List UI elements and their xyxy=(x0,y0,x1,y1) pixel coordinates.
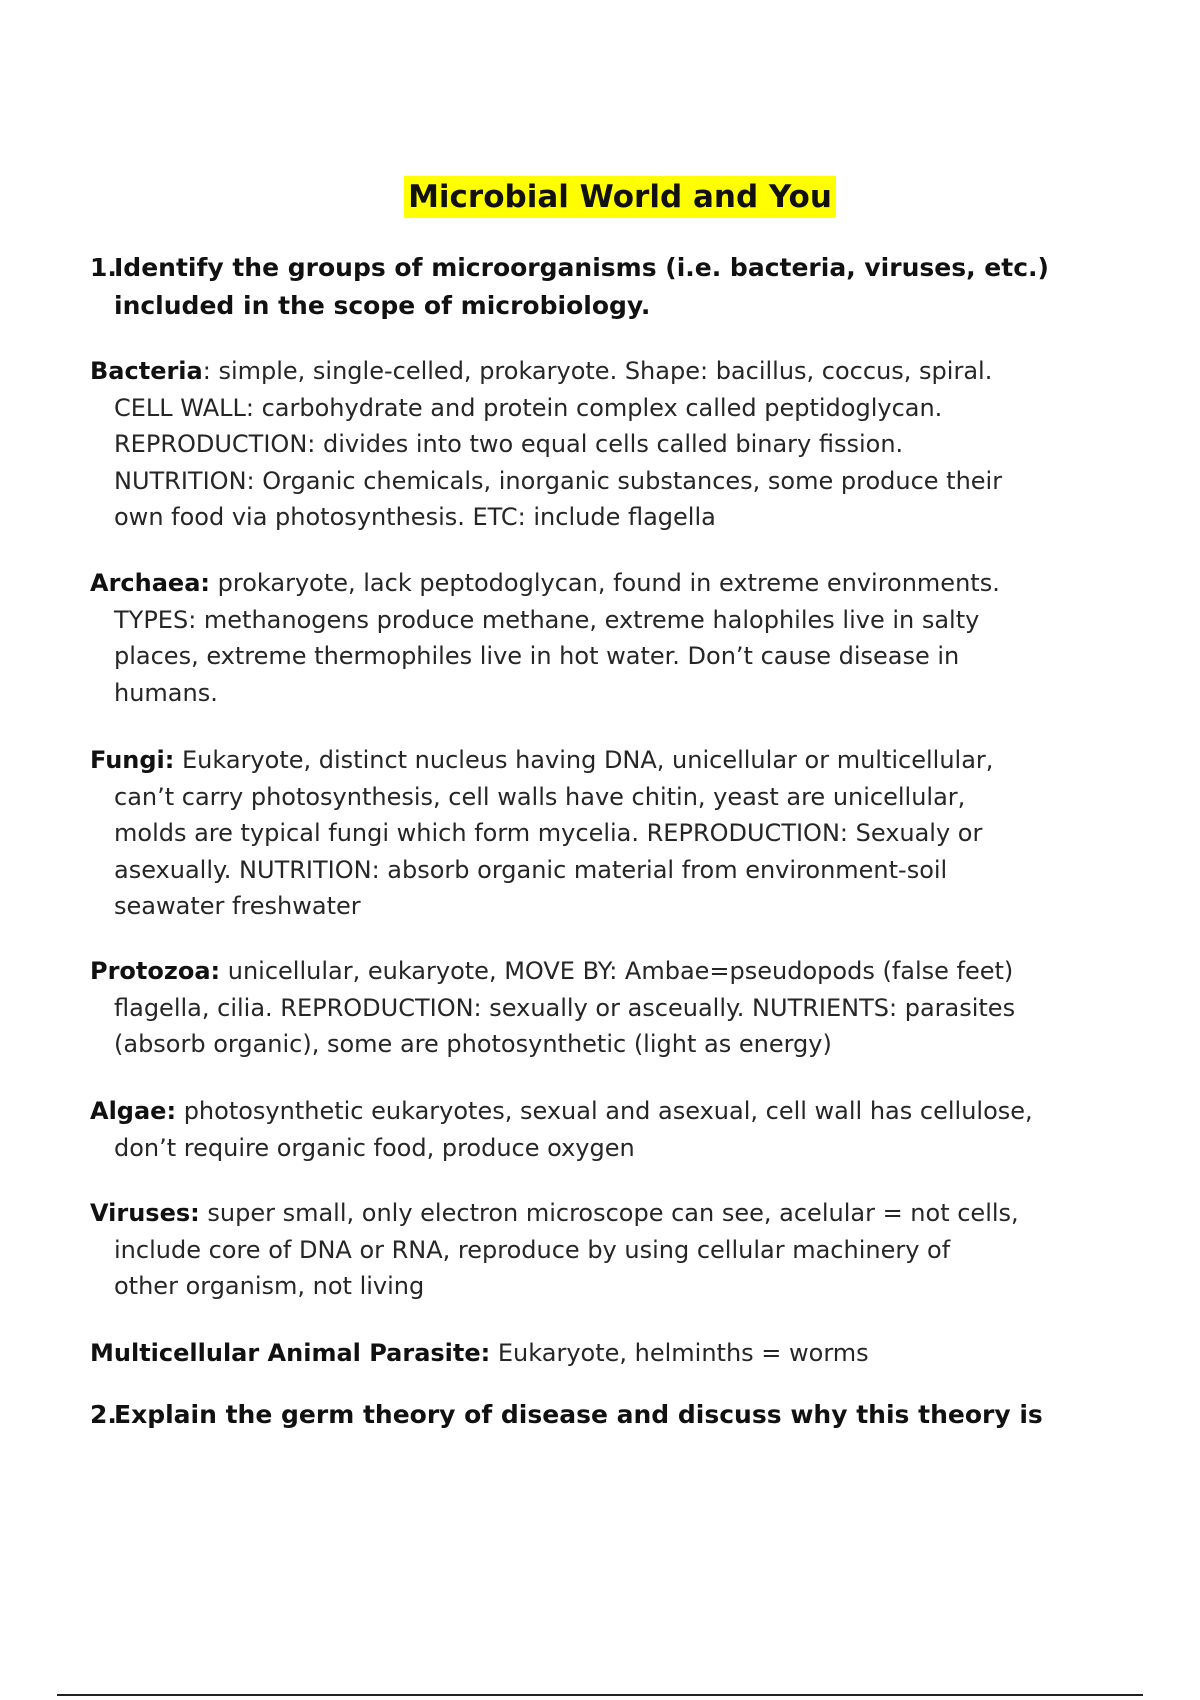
entry-first-line-text: prokaryote, lack peptodoglycan, found in extreme environments. xyxy=(210,569,1000,597)
entry-line: include core of DNA or RNA, reproduce by using cellular machinery of xyxy=(114,1235,951,1264)
entry-line: NUTRITION: Organic chemicals, inorganic substances, some produce their xyxy=(114,466,1003,495)
entry-line: (absorb organic), some are photosynthetic (light as energy) xyxy=(114,1030,832,1059)
entry-line: REPRODUCTION: divides into two equal cells called binary fission. xyxy=(114,430,904,459)
question-2-line-1: Explain the germ theory of disease and discuss why this theory is xyxy=(114,1400,1043,1429)
question-1 xyxy=(90,249,1090,325)
entry-protozoa xyxy=(90,953,1090,1063)
entry-first-line-text: super small, only electron microscope can see, acelular = not cells, xyxy=(199,1199,1019,1227)
entry-viruses xyxy=(90,1195,1090,1305)
entry-first-line xyxy=(90,953,1090,990)
entry-first-line-text: : simple, single-celled, prokaryote. Shape: bacillus, coccus, spiral. xyxy=(202,357,993,385)
entry-first-line xyxy=(90,1093,1090,1130)
entry-line: own food via photosynthesis. ETC: include flagella xyxy=(114,503,716,532)
entry-line: seawater freshwater xyxy=(114,892,361,921)
entry-algae xyxy=(90,1093,1090,1166)
entry-first-line-text: photosynthetic eukaryotes, sexual and asexual, cell wall has cellulose, xyxy=(176,1097,1033,1125)
entry-term: Multicellular Animal Parasite: xyxy=(90,1339,491,1367)
entry-line: places, extreme thermophiles live in hot water. Don’t cause disease in xyxy=(114,642,960,671)
entry-term: Fungi: xyxy=(90,746,175,774)
entry-line: molds are typical fungi which form mycelia. REPRODUCTION: Sexualy or xyxy=(114,819,983,848)
entry-line: can’t carry photosynthesis, cell walls have chitin, yeast are unicellular, xyxy=(114,782,966,811)
entry-term: Archaea: xyxy=(90,569,210,597)
entry-first-line-text: Eukaryote, helminths = worms xyxy=(490,1339,869,1367)
entry-multicellular-animal-parasite xyxy=(90,1335,1090,1372)
entry-term: Algae: xyxy=(90,1097,177,1125)
entry-line: flagella, cilia. REPRODUCTION: sexually or asceually. NUTRIENTS: parasites xyxy=(114,993,1016,1022)
question-1-line-1: Identify the groups of microorganisms (i.e. bacteria, viruses, etc.) xyxy=(114,253,1049,282)
question-2 xyxy=(90,1396,1090,1434)
entry-line: CELL WALL: carbohydrate and protein complex called peptidoglycan. xyxy=(114,393,943,422)
page-bottom-divider xyxy=(57,1694,1143,1696)
question-1-line-2: included in the scope of microbiology. xyxy=(114,291,651,320)
entry-line: TYPES: methanogens produce methane, extreme halophiles live in salty xyxy=(114,605,980,634)
entry-term: Bacteria xyxy=(90,357,203,385)
page-title: Microbial World and You xyxy=(404,176,836,218)
entry-line: asexually. NUTRITION: absorb organic material from environment-soil xyxy=(114,855,948,884)
entry-term: Viruses: xyxy=(90,1199,200,1227)
entry-first-line-text: unicellular, eukaryote, MOVE BY: Ambae=pseudopods (false feet) xyxy=(220,957,1014,985)
entry-line: other organism, not living xyxy=(114,1272,425,1301)
entry-archaea xyxy=(90,565,1090,711)
entry-line: humans. xyxy=(114,678,218,707)
question-1-number: 1. xyxy=(90,253,117,282)
entry-first-line xyxy=(90,565,1090,602)
question-2-number: 2. xyxy=(90,1400,117,1429)
entry-first-line-text: Eukaryote, distinct nucleus having DNA, unicellular or multicellular, xyxy=(174,746,994,774)
entry-bacteria xyxy=(90,353,1090,536)
entry-first-line xyxy=(90,742,1090,779)
entry-first-line xyxy=(90,1195,1090,1232)
title-container xyxy=(0,176,1200,218)
entry-first-line xyxy=(90,353,1090,390)
entry-fungi xyxy=(90,742,1090,925)
entry-term: Protozoa: xyxy=(90,957,221,985)
entry-line: don’t require organic food, produce oxygen xyxy=(114,1133,635,1162)
entry-first-line xyxy=(90,1335,1090,1372)
